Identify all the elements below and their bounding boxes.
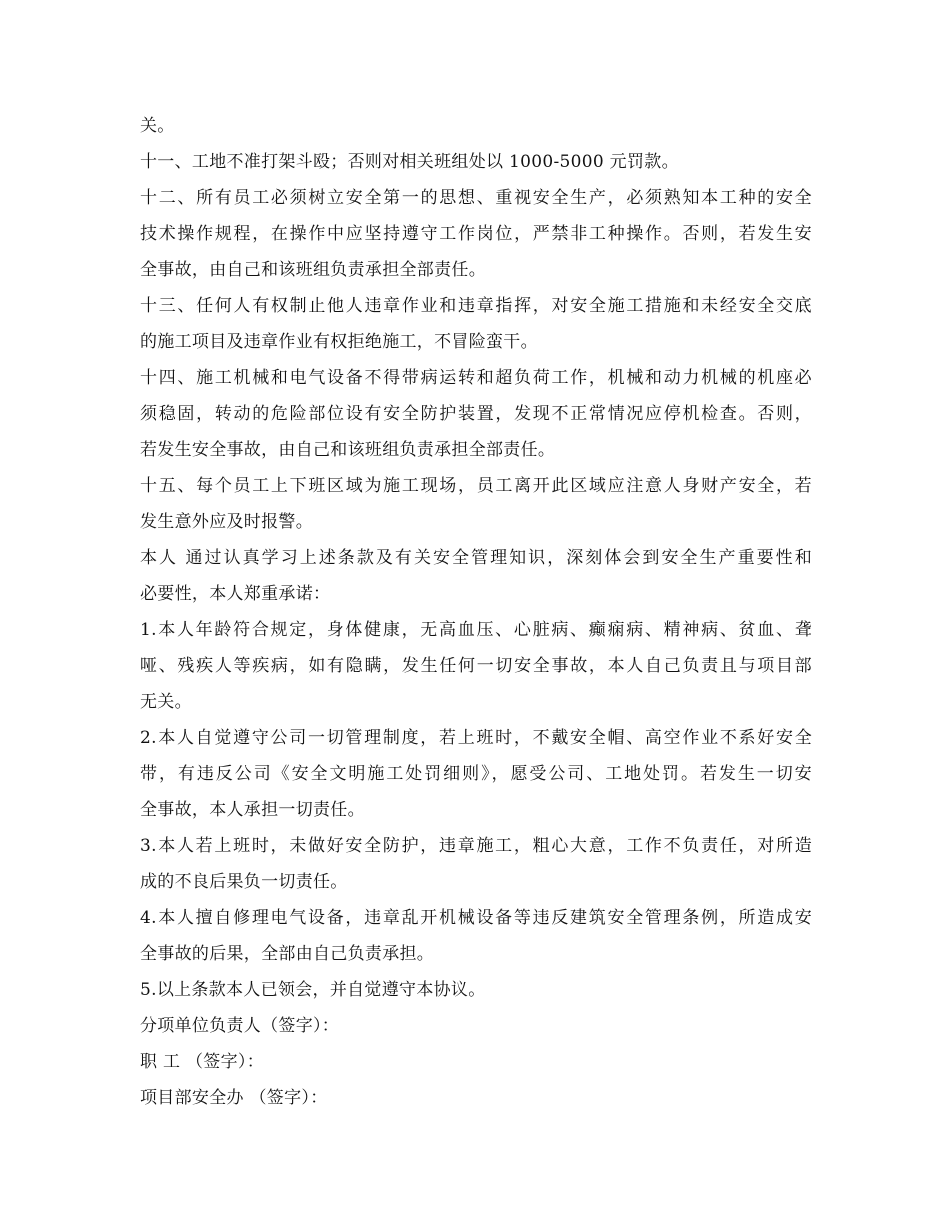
document-body bbox=[140, 113, 812, 1121]
clause-12-line-3: 全事故，由自己和该班组负责承担全部责任。 bbox=[140, 260, 486, 280]
pledge-intro-line-1: 本人 通过认真学习上述条款及有关安全管理知识，深刻体会到安全生产重要性和 bbox=[140, 548, 812, 568]
clause-13-line-2: 的施工项目及违章作业有权拒绝施工，不冒险蛮干。 bbox=[140, 332, 538, 352]
pledge-4-line-2: 全事故的后果，全部由自己负责承担。 bbox=[140, 944, 435, 964]
signature-safety-office: 项目部安全办 （签字）： bbox=[140, 1088, 328, 1108]
signature-employee: 职 工 （签字）： bbox=[140, 1052, 265, 1072]
clause-15-line-1: 十五、每个员工上下班区域为施工现场，员工离开此区域应注意人身财产安全，若 bbox=[140, 476, 812, 496]
pledge-3-line-1: 3.本人若上班时，未做好安全防护，违章施工，粗心大意，工作不负责任，对所造 bbox=[140, 836, 812, 856]
clause-15-line-2: 发生意外应及时报警。 bbox=[140, 512, 313, 532]
pledge-intro-line-2: 必要性，本人郑重承诺： bbox=[140, 584, 331, 604]
pledge-3-line-2: 成的不良后果负一切责任。 bbox=[140, 872, 348, 892]
pledge-5: 5.以上条款本人已领会，并自觉遵守本协议。 bbox=[140, 980, 486, 1000]
clause-12-line-1: 十二、所有员工必须树立安全第一的思想、重视安全生产，必须熟知本工种的安全 bbox=[140, 188, 812, 208]
clause-14-line-3: 若发生安全事故，由自己和该班组负责承担全部责任。 bbox=[140, 440, 556, 460]
pledge-1-line-3: 无关。 bbox=[140, 692, 192, 712]
pledge-1-line-2: 哑、残疾人等疾病，如有隐瞒，发生任何一切安全事故，本人自己负责且与项目部 bbox=[140, 656, 812, 676]
pledge-2-line-1: 2.本人自觉遵守公司一切管理制度，若上班时，不戴安全帽、高空作业不系好安全 bbox=[140, 728, 812, 748]
text-line: 关。 bbox=[140, 116, 175, 136]
pledge-4-line-1: 4.本人擅自修理电气设备，违章乱开机械设备等违反建筑安全管理条例，所造成安 bbox=[140, 908, 812, 928]
clause-12-line-2: 技术操作规程，在操作中应坚持遵守工作岗位，严禁非工种操作。否则，若发生安 bbox=[140, 224, 812, 244]
signature-subcontractor: 分项单位负责人（签字）： bbox=[140, 1016, 340, 1036]
pledge-2-line-3: 全事故，本人承担一切责任。 bbox=[140, 800, 365, 820]
pledge-1-line-1: 1.本人年龄符合规定，身体健康，无高血压、心脏病、癫痫病、精神病、贫血、聋 bbox=[140, 620, 812, 640]
clause-14-line-2: 须稳固，转动的危险部位设有安全防护装置，发现不正常情况应停机检查。否则， bbox=[140, 404, 812, 424]
clause-13-line-1: 十三、任何人有权制止他人违章作业和违章指挥，对安全施工措施和未经安全交底 bbox=[140, 296, 812, 316]
pledge-2-line-2: 带，有违反公司《安全文明施工处罚细则》，愿受公司、工地处罚。若发生一切安 bbox=[140, 764, 812, 784]
clause-14-line-1: 十四、施工机械和电气设备不得带病运转和超负荷工作，机械和动力机械的机座必 bbox=[140, 368, 812, 388]
clause-11: 十一、工地不准打架斗殴；否则对相关班组处以 1000-5000 元罚款。 bbox=[140, 152, 679, 172]
